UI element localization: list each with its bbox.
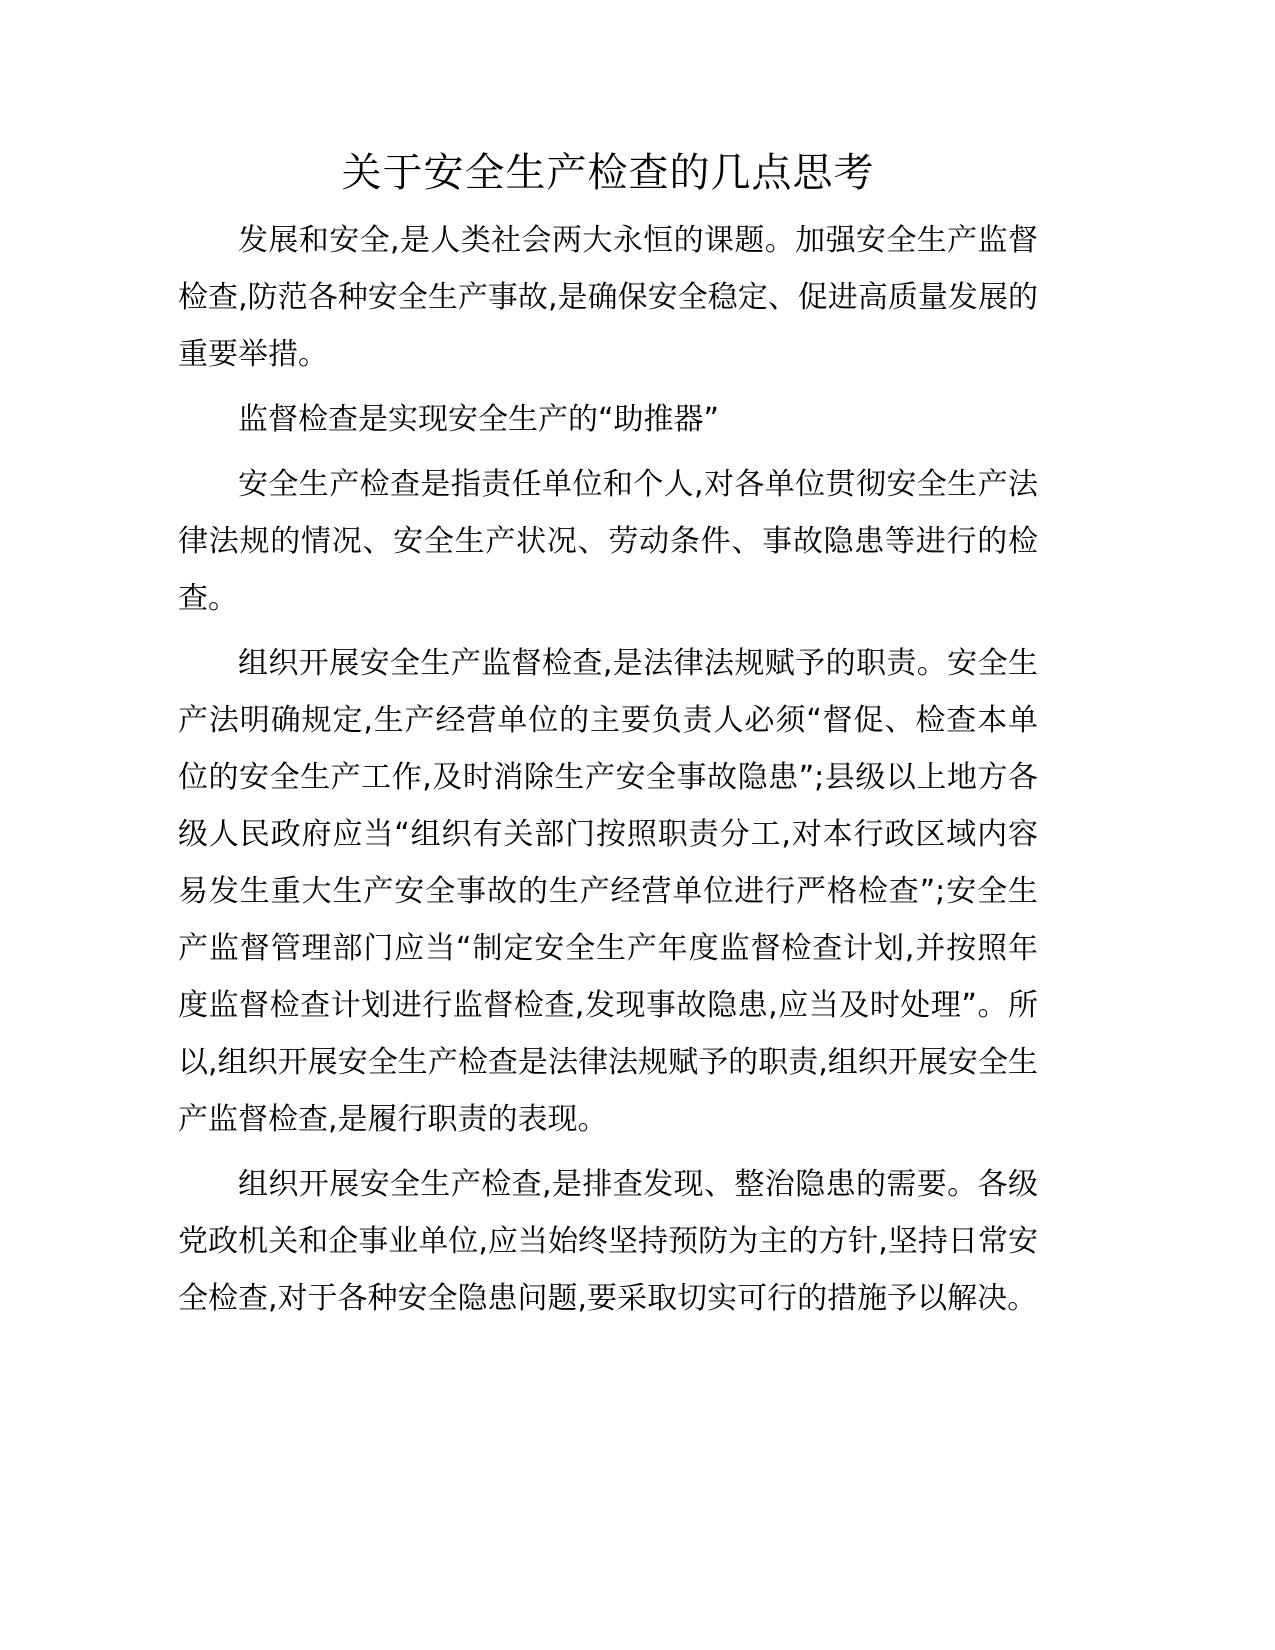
paragraph-definition: 安全生产检查是指责任单位和个人,对各单位贯彻安全生产法律法规的情况、安全生产状况、劳动条件、事故隐患等进行的检查。 <box>178 467 1038 616</box>
paragraph-legal-duty: 组织开展安全生产监督检查,是法律法规赋予的职责。安全生产法明确规定,生产经营单位的主要负责人必须“督促、检查本单位的安全生产工作,及时消除生产安全事故隐患”;县级以上地方各级人民政府应当“组织有关部门按照职责分工,对本行政区域内容易发生重大生产安全事故的生产经营单位进行严格检查”;安全生产监督管理部门应当“制定安全生产年度监督检查计划,并按照年度监督检查计划进行监督检查,发现事故隐患,应当及时处理”。所以,组织开展安全生产检查是法律法规赋予的职责,组织开展安全生产监督检查,是履行职责的表现。 <box>178 646 1038 1137</box>
section-heading: 监督检查是实现安全生产的“助推器” <box>238 402 720 437</box>
document-title: 关于安全生产检查的几点思考 <box>341 150 875 196</box>
paragraph-intro: 发展和安全,是人类社会两大永恒的课题。加强安全生产监督检查,防范各种安全生产事故,是确保安全稳定、促进高质量发展的重要举措。 <box>178 223 1038 372</box>
document-page <box>178 144 1038 1335</box>
paragraph-hazard-check: 组织开展安全生产检查,是排查发现、整治隐患的需要。各级党政机关和企事业单位,应当始终坚持预防为主的方针,坚持日常安全检查,对于各种安全隐患问题,要采取切实可行的措施予以解决。 <box>178 1167 1038 1316</box>
